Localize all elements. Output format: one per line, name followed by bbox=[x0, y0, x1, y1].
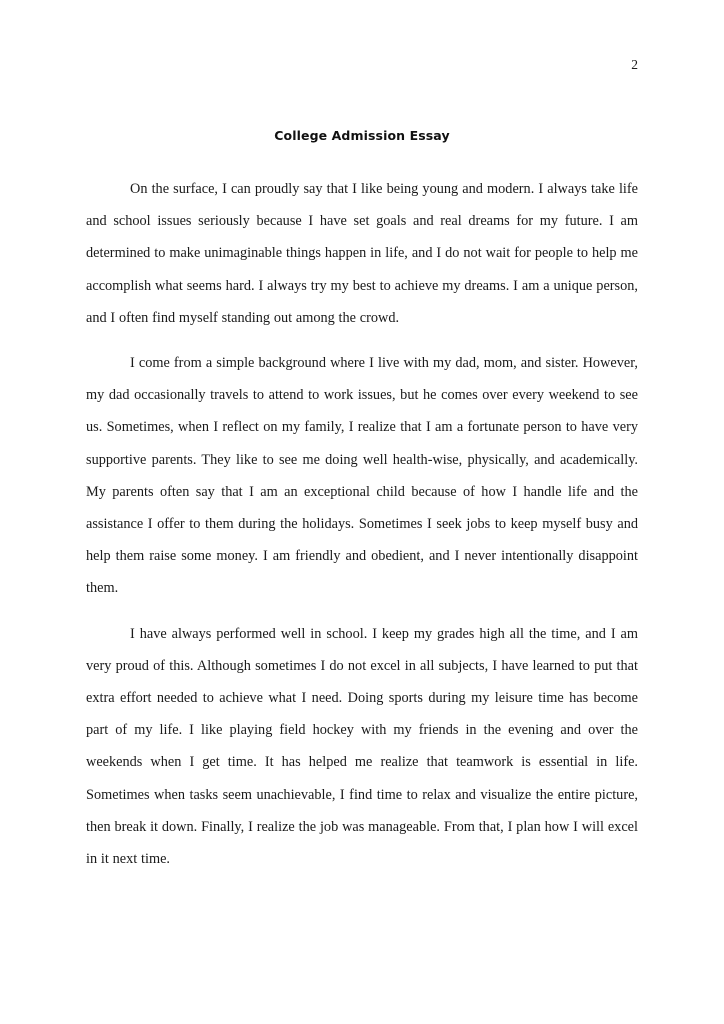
page-number: 2 bbox=[631, 57, 638, 72]
document-body bbox=[86, 128, 638, 875]
essay-paragraphs bbox=[86, 173, 638, 875]
paragraph: I have always performed well in school. I keep my grades high all the time, and I am very proud of this. Although sometimes I do not excel in all subjects, I have learned to put that extra effort needed to achieve what I need. Doing sports during my leisure time has become part of my life. I like playing field hockey with my friends in the evening and over the weekends when I get time. It has helped me realize that teamwork is essential in life. Sometimes when tasks seem unachievable, I find time to relax and visualize the entire picture, then break it down. Finally, I realize the job was manageable. From that, I plan how I will excel in it next time. bbox=[86, 625, 638, 868]
paragraph: I come from a simple background where I live with my dad, mom, and sister. However, my dad occasionally travels to attend to work issues, but he comes over every weekend to see us. Sometimes, when I reflect on my family, I realize that I am a fortunate person to have very supportive parents. They like to see me doing well health-wise, physically, and academically. My parents often say that I am an exceptional child because of how I handle life and the assistance I offer to them during the holidays. Sometimes I seek jobs to keep myself busy and help them raise some money. I am friendly and obedient, and I never intentionally disappoint them. bbox=[86, 355, 638, 597]
page-title: College Admission Essay bbox=[274, 128, 450, 143]
paragraph: On the surface, I can proudly say that I like being young and modern. I always take life and school issues seriously because I have set goals and real dreams for my future. I am determined to make unimaginable things happen in life, and I do not wait for people to help me accomplish what seems hard. I always try my best to achieve my dreams. I am a unique person, and I often find myself standing out among the crowd. bbox=[86, 181, 638, 326]
